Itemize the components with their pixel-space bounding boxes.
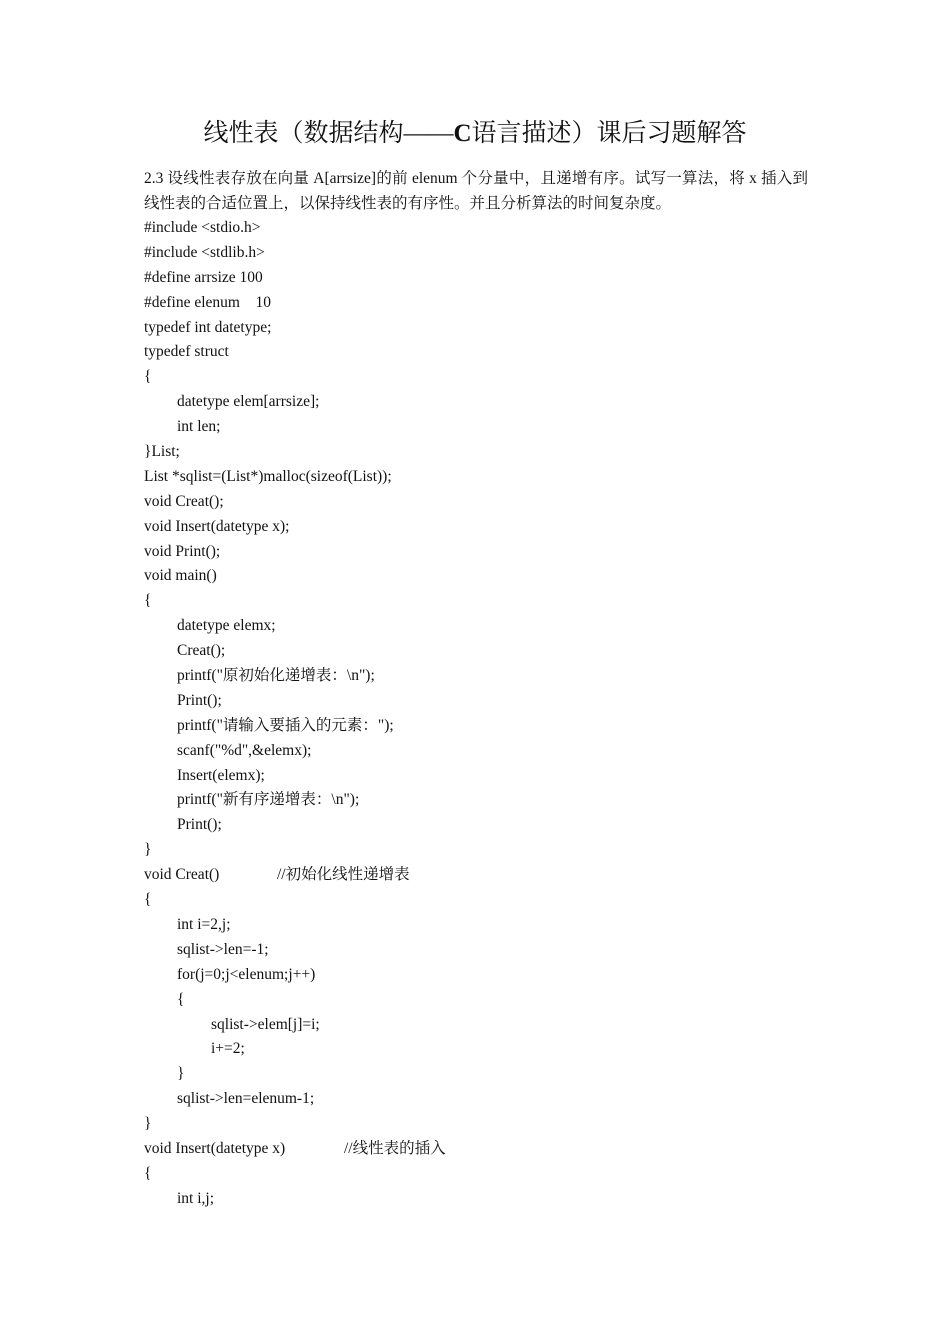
code-line bbox=[144, 1037, 446, 1062]
code-text: }List; bbox=[144, 443, 180, 461]
code-line bbox=[144, 390, 446, 415]
code-text: Insert(elemx); bbox=[177, 766, 265, 784]
code-text: typedef struct bbox=[144, 343, 229, 361]
code-text: void Insert(datetype x); bbox=[144, 517, 290, 535]
code-text: void Print(); bbox=[144, 542, 221, 560]
code-line bbox=[144, 540, 446, 565]
code-text: printf("新有序递增表：\n"); bbox=[177, 791, 360, 809]
code-comment: //线性表的插入 bbox=[344, 1139, 446, 1157]
code-line bbox=[144, 440, 446, 465]
code-text: i+=2; bbox=[211, 1040, 245, 1058]
code-text: List *sqlist=(List*)malloc(sizeof(List)); bbox=[144, 467, 392, 485]
code-line bbox=[144, 1013, 446, 1038]
code-line bbox=[144, 664, 446, 689]
code-text: Print(); bbox=[177, 816, 222, 834]
code-line bbox=[144, 1137, 446, 1162]
code-text: sqlist->len=elenum-1; bbox=[177, 1090, 315, 1108]
code-comment: //初始化线性递增表 bbox=[277, 866, 410, 884]
code-text: #include <stdlib.h> bbox=[144, 243, 265, 261]
code-line bbox=[144, 988, 446, 1013]
code-text: } bbox=[144, 841, 152, 859]
code-line bbox=[144, 490, 446, 515]
code-text: { bbox=[144, 891, 152, 909]
code-line bbox=[144, 515, 446, 540]
code-text: { bbox=[144, 1164, 152, 1182]
code-line bbox=[144, 216, 446, 241]
code-line bbox=[144, 963, 446, 988]
code-text: Print(); bbox=[177, 691, 222, 709]
code-line bbox=[144, 913, 446, 938]
code-text: void Creat() bbox=[144, 866, 220, 884]
code-text: sqlist->elem[j]=i; bbox=[211, 1015, 320, 1033]
code-text: for(j=0;j<elenum;j++) bbox=[177, 965, 316, 983]
code-line bbox=[144, 415, 446, 440]
code-line bbox=[144, 788, 446, 813]
code-text: { bbox=[177, 990, 185, 1008]
code-line bbox=[144, 1187, 446, 1212]
code-line bbox=[144, 266, 446, 291]
code-text: int i,j; bbox=[177, 1189, 215, 1207]
code-text: printf("请输入要插入的元素："); bbox=[177, 716, 394, 734]
code-text: typedef int datetype; bbox=[144, 318, 272, 336]
code-line bbox=[144, 888, 446, 913]
code-text: } bbox=[177, 1065, 185, 1083]
code-text: void main() bbox=[144, 567, 217, 585]
code-text: { bbox=[144, 592, 152, 610]
code-line bbox=[144, 614, 446, 639]
code-text: #include <stdio.h> bbox=[144, 219, 261, 236]
code-line bbox=[144, 316, 446, 341]
document-title bbox=[0, 116, 950, 152]
code-text: Creat(); bbox=[177, 642, 226, 660]
title-part2: 语言描述）课后习题解答 bbox=[471, 120, 747, 147]
code-line bbox=[144, 564, 446, 589]
code-line bbox=[144, 863, 446, 888]
code-text: int i=2,j; bbox=[177, 915, 231, 933]
code-line bbox=[144, 589, 446, 614]
code-line bbox=[144, 639, 446, 664]
code-line bbox=[144, 291, 446, 316]
code-line bbox=[144, 714, 446, 739]
code-text: void Insert(datetype x) bbox=[144, 1139, 286, 1157]
code-listing bbox=[144, 216, 446, 1212]
code-text: sqlist->len=-1; bbox=[177, 940, 269, 958]
code-text: } bbox=[144, 1115, 152, 1133]
problem-statement: 2.3 设线性表存放在向量 A[arrsize]的前 elenum 个分量中，且递增有序。试写一算法，将 x 插入到线性表的合适位置上，以保持线性表的有序性。并且分析算法的时间复杂度。 bbox=[144, 170, 808, 212]
code-line bbox=[144, 813, 446, 838]
code-line bbox=[144, 838, 446, 863]
code-line bbox=[144, 1162, 446, 1187]
code-text: #define elenum 10 bbox=[144, 293, 271, 311]
code-line bbox=[144, 1087, 446, 1112]
code-line bbox=[144, 739, 446, 764]
code-line bbox=[144, 465, 446, 490]
title-part1: 线性表（数据结构—— bbox=[203, 120, 454, 147]
code-text: { bbox=[144, 368, 152, 386]
code-text: printf("原初始化递增表：\n"); bbox=[177, 667, 375, 685]
code-text: #define arrsize 100 bbox=[144, 268, 263, 286]
code-text: datetype elem[arrsize]; bbox=[177, 393, 320, 411]
code-text: datetype elemx; bbox=[177, 617, 276, 635]
code-line bbox=[144, 340, 446, 365]
code-line bbox=[144, 241, 446, 266]
code-line bbox=[144, 764, 446, 789]
title-bold: C bbox=[453, 120, 472, 147]
code-text: scanf("%d",&elemx); bbox=[177, 741, 312, 759]
code-text: void Creat(); bbox=[144, 492, 224, 510]
code-line bbox=[144, 1062, 446, 1087]
code-text: int len; bbox=[177, 418, 221, 436]
code-line bbox=[144, 938, 446, 963]
code-line bbox=[144, 689, 446, 714]
code-line bbox=[144, 365, 446, 390]
code-line bbox=[144, 1112, 446, 1137]
